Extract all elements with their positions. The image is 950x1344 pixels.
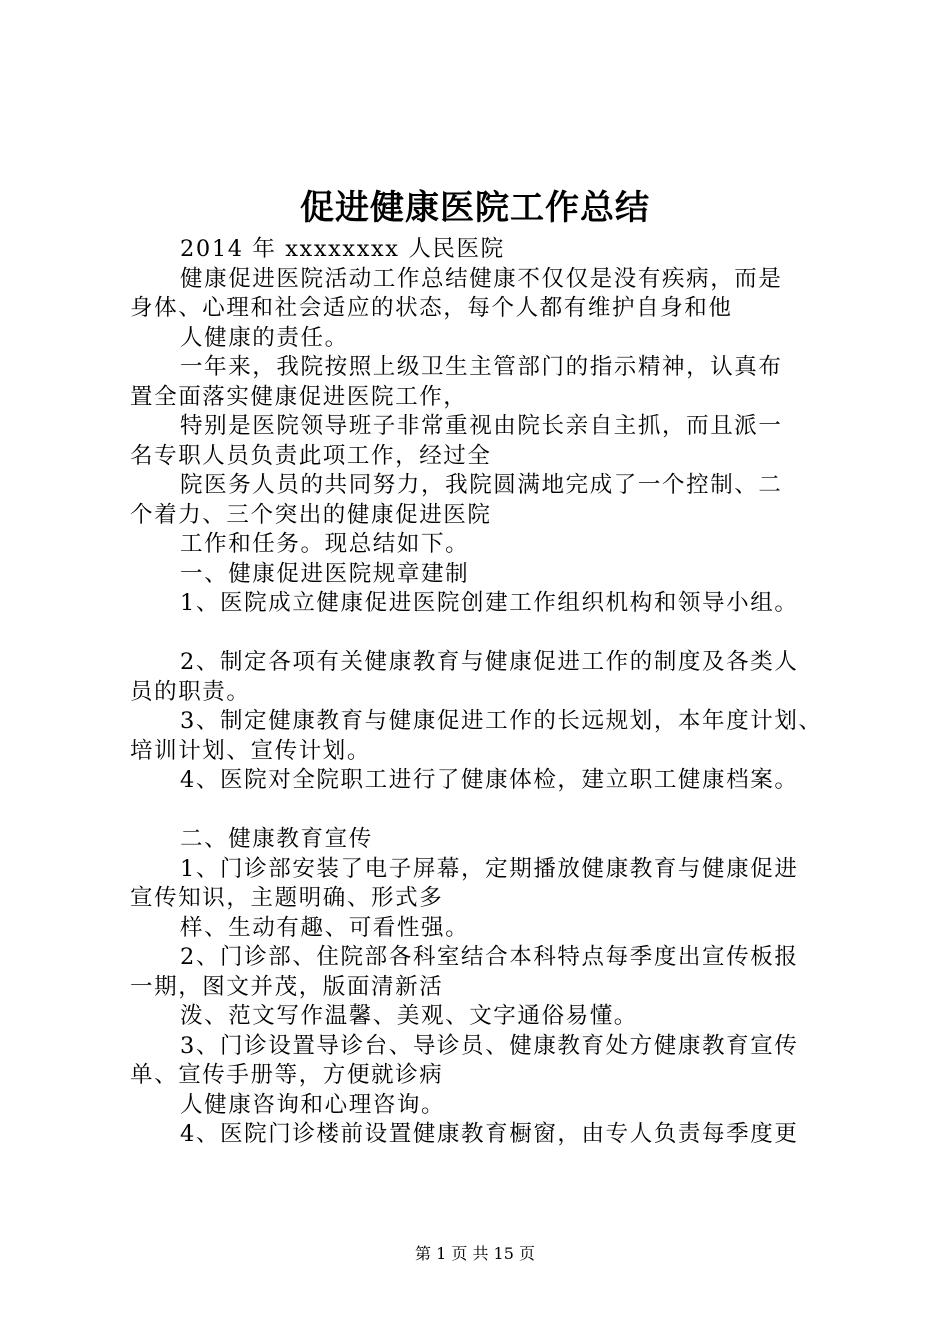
text-line: 4、医院对全院职工进行了健康体检，建立职工健康档案。 [180,767,799,793]
document-title: 促进健康医院工作总结 [300,188,650,228]
text-line: 3、制定健康教育与健康促进工作的长远规划，本年度计划、 [180,708,823,734]
text-line: 1、医院成立健康促进医院创建工作组织机构和领导小组。 [180,590,799,616]
text-line: 人健康的责任。 [180,324,349,351]
text-line: 人健康咨询和心理咨询。 [180,1091,446,1118]
text-line: 一年来，我院按照上级卫生主管部门的指示精神，认真布 [180,354,783,380]
text-line: 身体、心理和社会适应的状态，每个人都有维护自身和他 [130,295,733,321]
text-line: 工作和任务。现总结如下。 [180,531,470,557]
text-line: 二、健康教育宣传 [180,826,373,852]
page-footer: 第 1 页 共 15 页 [415,1244,535,1263]
text-line: 置全面落实健康促进医院工作， [130,383,468,410]
text-line: 培训计划、宣传计划。 [130,737,372,764]
text-line: 泼、范文写作温馨、美观、文字通俗易懂。 [180,1003,638,1029]
document-body [130,235,835,1150]
text-line: 2014 年 xxxxxxxx 人民医院 [180,236,505,262]
text-line: 2、门诊部、住院部各科室结合本科特点每季度出宣传板报 [180,944,799,970]
text-line: 3、门诊设置导诊台、导诊员、健康教育处方健康教育宣传 [180,1032,799,1059]
text-line: 1、门诊部安装了电子屏幕，定期播放健康教育与健康促进 [180,855,799,882]
text-line: 4、医院门诊楼前设置健康教育橱窗，由专人负责每季度更 [180,1121,799,1147]
text-line: 健康促进医院活动工作总结健康不仅仅是没有疾病，而是 [180,265,783,292]
blank-line [130,796,835,826]
text-line: 院医务人员的共同努力，我院圆满地完成了一个控制、二 [180,472,783,498]
text-line: 样、生动有趣、可看性强。 [180,914,470,941]
text-line: 名专职人员负责此项工作，经过全 [130,442,492,469]
text-line: 特别是医院领导班子非常重视由院长亲自主抓，而且派一 [180,413,783,439]
text-line: 一、健康促进医院规章建制 [180,560,470,587]
text-line: 员的职责。 [130,678,251,705]
blank-line [130,619,835,649]
text-line: 个着力、三个突出的健康促进医院 [130,501,492,528]
text-line: 一期，图文并茂，版面清新活 [130,973,444,1000]
text-line: 宣传知识，主题明确、形式多 [130,885,444,911]
text-line: 单、宣传手册等，方便就诊病 [130,1062,444,1088]
text-line: 2、制定各项有关健康教育与健康促进工作的制度及各类人 [180,649,799,675]
